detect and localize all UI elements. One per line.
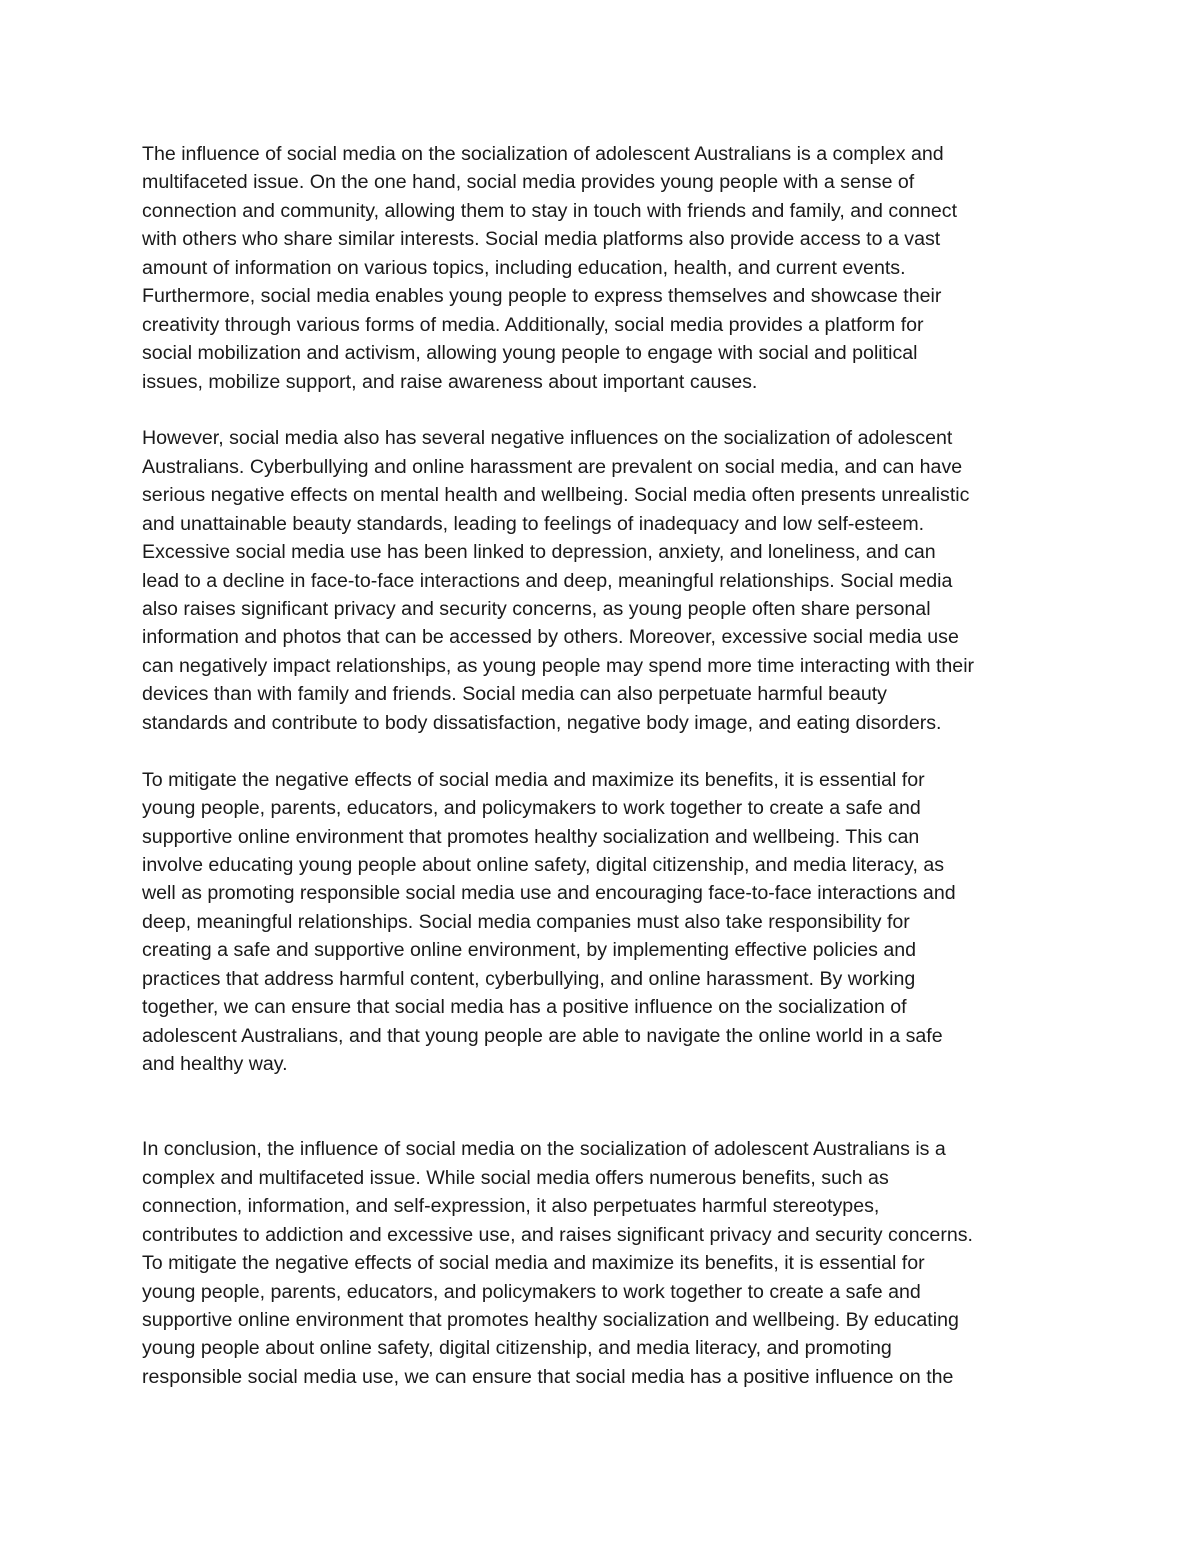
text-line: social mobilization and activism, allowing young people to engage with social and political [142,342,918,365]
text-line: multifaceted issue. On the one hand, social media provides young people with a sense of [142,171,915,194]
text-line: Australians. Cyberbullying and online harassment are prevalent on social media, and can have [142,455,963,478]
text-line: To mitigate the negative effects of social media and maximize its benefits, it is essential for [142,768,925,791]
paragraph-1 [142,140,1072,396]
paragraph-2 [142,424,1072,737]
document-body [142,140,1072,1391]
text-line: adolescent Australians, and that young people are able to navigate the online world in a safe [142,1024,943,1047]
text-line: The influence of social media on the socialization of adolescent Australians is a complex and [142,143,944,165]
text-line: with others who share similar interests. Social media platforms also provide access to a vast [142,228,941,251]
text-line: serious negative effects on mental health and wellbeing. Social media often presents unrealistic [142,484,970,507]
paragraph-4 [142,1135,1072,1391]
paragraph-spacer [142,737,1072,765]
text-line: supportive online environment that promotes healthy socialization and wellbeing. By educating [142,1308,959,1331]
text-line: young people, parents, educators, and policymakers to work together to create a safe and [142,797,921,820]
text-line: involve educating young people about online safety, digital citizenship, and media literacy, as [142,853,945,876]
text-line: also raises significant privacy and security concerns, as young people often share personal [142,598,931,620]
text-line: connection, information, and self-expression, it also perpetuates harmful stereotypes, [142,1195,880,1218]
text-line: Furthermore, social media enables young people to express themselves and showcase their [142,285,942,308]
text-line: lead to a decline in face-to-face interactions and deep, meaningful relationships. Social media [142,569,953,592]
text-line: contributes to addiction and excessive use, and raises significant privacy and security concerns. [142,1223,973,1246]
text-line: can negatively impact relationships, as young people may spend more time interacting with their [142,654,975,677]
text-line: together, we can ensure that social media has a positive influence on the socialization of [142,996,907,1019]
text-line: and healthy way. [142,1053,288,1075]
text-line: supportive online environment that promotes healthy socialization and wellbeing. This can [142,825,920,848]
text-line: responsible social media use, we can ensure that social media has a positive influence on the [142,1365,954,1388]
text-line: complex and multifaceted issue. While social media offers numerous benefits, such as [142,1166,889,1189]
paragraph-3 [142,766,1072,1079]
text-line: young people, parents, educators, and policymakers to work together to create a safe and [142,1280,921,1303]
paragraph-spacer [142,1078,1072,1135]
text-line: and unattainable beauty standards, leading to feelings of inadequacy and low self-esteem. [142,512,925,535]
paragraph-spacer [142,396,1072,424]
text-line: devices than with family and friends. Social media can also perpetuate harmful beauty [142,683,887,706]
text-line: information and photos that can be accessed by others. Moreover, excessive social media use [142,626,959,649]
text-line: To mitigate the negative effects of social media and maximize its benefits, it is essential for [142,1252,925,1275]
text-line: deep, meaningful relationships. Social media companies must also take responsibility for [142,910,910,933]
text-line: In conclusion, the influence of social media on the socialization of adolescent Australians is a [142,1138,946,1161]
text-line: connection and community, allowing them to stay in touch with friends and family, and connect [142,199,958,222]
text-line: creativity through various forms of media. Additionally, social media provides a platform for [142,313,924,336]
text-line: standards and contribute to body dissatisfaction, negative body image, and eating disorders. [142,711,942,734]
text-line: However, social media also has several negative influences on the socialization of adolescent [142,427,953,450]
text-line: practices that address harmful content, cyberbullying, and online harassment. By working [142,967,916,990]
text-line: issues, mobilize support, and raise awareness about important causes. [142,370,758,393]
text-line: young people about online safety, digital citizenship, and media literacy, and promoting [142,1337,892,1360]
text-line: well as promoting responsible social media use and encouraging face-to-face interactions and [142,882,956,905]
text-line: creating a safe and supportive online environment, by implementing effective policies and [142,939,917,962]
text-line: amount of information on various topics, including education, health, and current events. [142,256,906,279]
text-line: Excessive social media use has been linked to depression, anxiety, and loneliness, and can [142,541,936,564]
